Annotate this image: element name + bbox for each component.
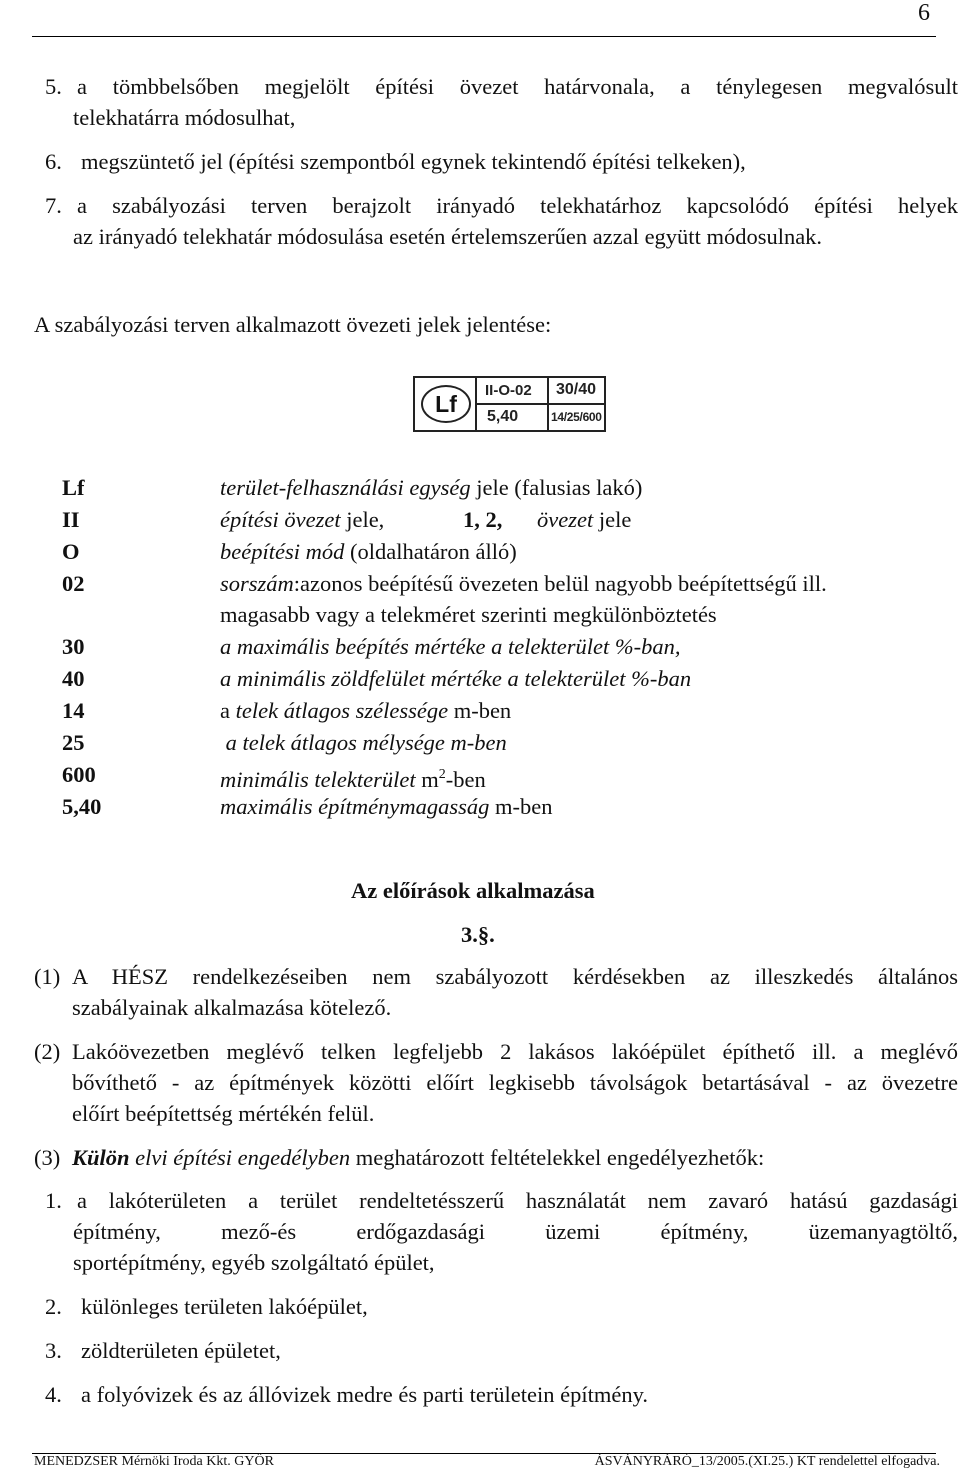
list-item-text: a lakóterületen a terület rendeltetésszerű használatát nem zavaró hatású gazdasági [77,1188,958,1213]
paragraph-text: A HÉSZ rendelkezéseiben nem szabályozott kérdésekben az illeszkedés általános [72,964,958,989]
list-item-number: 3. [45,1338,62,1363]
page-number: 6 [918,0,930,26]
legend-key: 30 [62,634,85,659]
legend-zone-numbers: 1, 2, [463,507,503,532]
list-item-text: építmény, mező-és erdőgazdasági üzemi építmény, üzemanyagtöltő, [73,1219,958,1244]
legend-description: övezet jele [537,507,632,532]
footer-right: ÁSVÁNYRÁRÓ_13/2005.(XI.25.) KT rendelettel elfogadva. [594,1454,940,1469]
legend-key: II [62,507,80,532]
list-item-number: 7. [45,193,62,218]
zone-divider [547,378,549,430]
paragraph-number: (3) [34,1145,61,1170]
list-item-text: a szabályozási terven berajzolt irányadó telekhatárhoz kapcsolódó építési helyek [77,193,958,218]
legend-description: minimális telekterület $m^2$-ben [220,767,486,792]
legend-description: beépítési mód (oldalhatáron álló) [220,539,517,564]
header-rule [32,36,936,37]
list-item-text: sportépítmény, egyéb szolgáltató épület, [73,1250,435,1275]
legend-description: magasabb vagy a telekméret szerinti megkülönböztetés [220,602,717,627]
paragraph-text: bővíthető - az építmények közötti előírt legkisebb távolságok betartásával - az övezetre [72,1070,958,1095]
legend-key: Lf [62,475,85,500]
zone-symbol-zone: Lf [421,385,471,423]
list-item-text: az irányadó telekhatár módosulása esetén értelemszerűen azzal együtt módosulnak. [73,224,823,249]
legend-intro: A szabályozási terven alkalmazott övezeti jelek jelentése: [34,312,552,337]
paragraph-text: előírt beépítettség mértékén felül. [72,1101,375,1126]
list-item-text: megszüntető jel (építési szempontból egynek tekintendő építési telkeken), [81,149,746,174]
list-item-text: különleges területen lakóépület, [81,1294,368,1319]
zone-symbol [413,376,606,432]
legend-description: a minimális zöldfelület mértéke a telekterület %-ban [220,666,692,691]
list-item-number: 5. [45,74,62,99]
zone-symbol-ratio: 30/40 [556,381,597,398]
list-item-number: 1. [45,1188,62,1213]
legend-description: építési övezet jele, [220,507,385,532]
list-item-text: a tömbbelsőben megjelölt építési övezet határvonala, a ténylegesen megvalósult [77,74,958,99]
legend-description: sorszám:azonos beépítésű övezeten belül nagyobb beépítettségű ill. [220,571,827,596]
footer-left: MENEDZSER Mérnöki Iroda Kkt. GYŐR [34,1454,274,1469]
zone-divider [475,403,604,405]
legend-key: 5,40 [62,794,102,819]
legend-description: a telek átlagos szélessége m-ben [220,698,512,723]
legend-description: a telek átlagos mélysége m-ben [220,730,507,755]
legend-key: 40 [62,666,85,691]
legend-description: terület-felhasználási egység jele (falusias lakó) [220,475,643,500]
zone-symbol-height: 5,40 [487,408,519,425]
list-item-number: 2. [45,1294,62,1319]
list-item-number: 4. [45,1382,62,1407]
paragraph-number: (1) [34,964,61,989]
paragraph-text: Külön elvi építési engedélyben meghatározott feltételekkel engedélyezhetők: [72,1145,765,1170]
legend-key: O [62,539,80,564]
list-item-text: zöldterületen épületet, [81,1338,281,1363]
legend-key: 600 [62,762,96,787]
legend-key: 02 [62,571,85,596]
list-item-text: a folyóvizek és az állóvizek medre és parti területein építmény. [81,1382,649,1407]
section-number: 3.§. [461,922,495,947]
list-item-text: telekhatárra módosulhat, [73,105,296,130]
zone-symbol-code: II-O-02 [485,382,532,399]
section-title: Az előírások alkalmazása [351,878,595,903]
legend-description: a maximális beépítés mértéke a telekterület %-ban, [220,634,681,659]
paragraph-text: szabályainak alkalmazása kötelező. [72,995,392,1020]
list-item-number: 6. [45,149,62,174]
legend-key: 14 [62,698,85,723]
legend-key: 25 [62,730,85,755]
paragraph-number: (2) [34,1039,61,1064]
paragraph-text: Lakóövezetben meglévő telken legfeljebb 2 lakásos lakóépület építhető ill. a meglévő [72,1039,958,1064]
zone-symbol-plot: 14/25/600 [551,410,602,424]
legend-description: maximális építménymagasság m-ben [220,794,553,819]
